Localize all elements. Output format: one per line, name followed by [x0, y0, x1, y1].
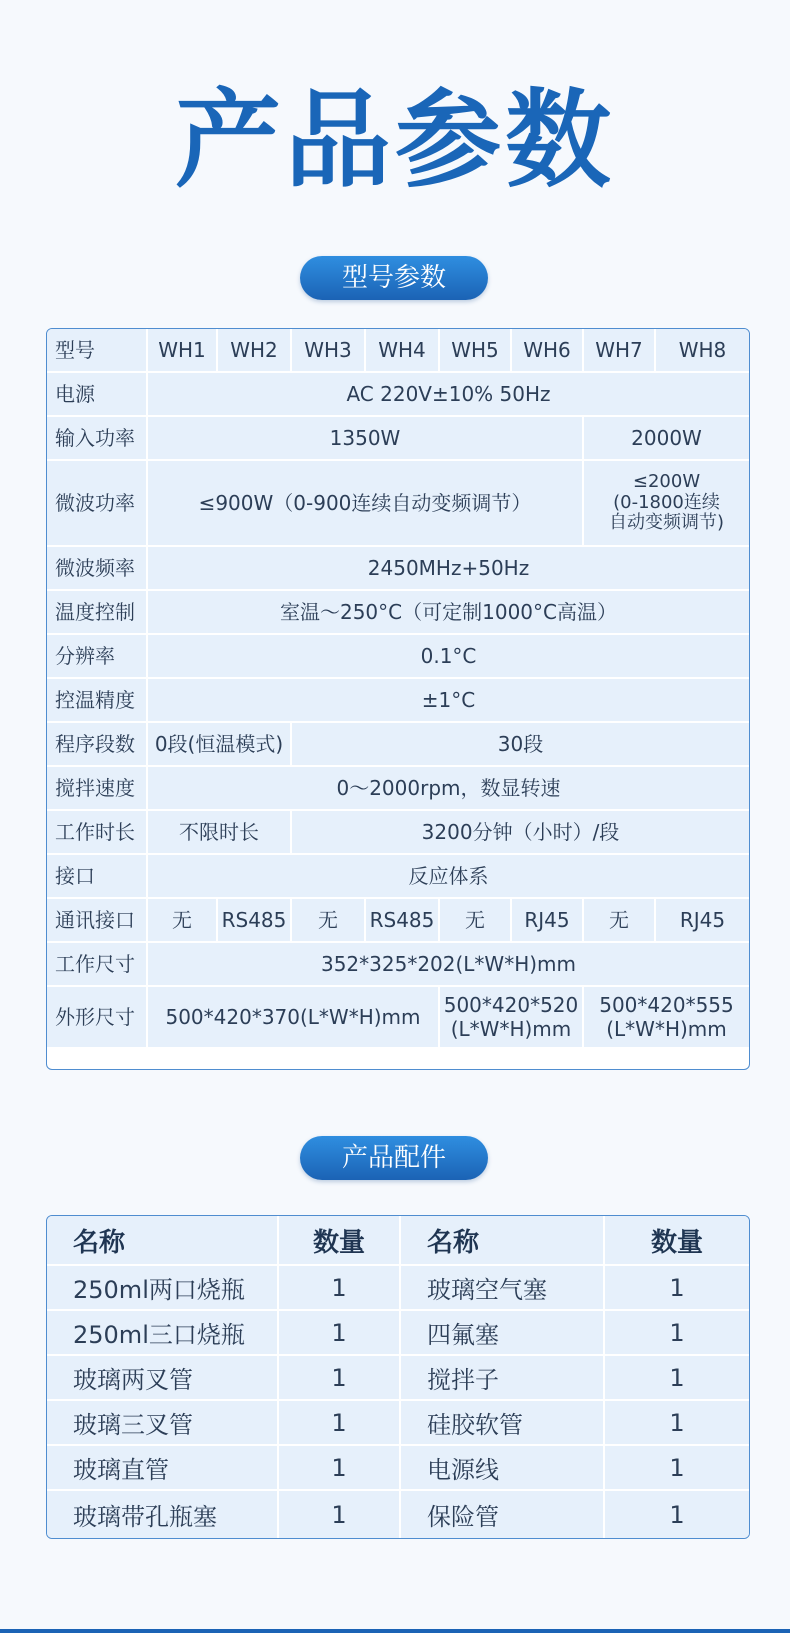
program-a: 0段(恒温模式) — [148, 723, 290, 765]
head-name-right: 名称 — [401, 1216, 603, 1264]
mw-power-label: 微波功率 — [47, 461, 146, 545]
worktime-b: 3200分钟（小时）/段 — [292, 811, 749, 853]
mw-freq-value: 2450MHz+50Hz — [148, 547, 749, 589]
list-item: 250ml三口烧瓶 — [47, 1311, 277, 1354]
list-item-qty: 1 — [605, 1356, 749, 1399]
list-item: 电源线 — [401, 1446, 603, 1489]
list-item-qty: 1 — [279, 1401, 399, 1444]
section-title-accessories: 产品配件 — [300, 1136, 488, 1180]
list-item-qty: 1 — [605, 1446, 749, 1489]
head-qty-left: 数量 — [279, 1216, 399, 1264]
temp-ctrl-label: 温度控制 — [47, 591, 146, 633]
mw-power-b-line2: (0-1800连续 — [613, 491, 720, 513]
model-wh8: WH8 — [656, 329, 749, 371]
list-item: 玻璃两叉管 — [47, 1356, 277, 1399]
precision-label: 控温精度 — [47, 679, 146, 721]
mw-freq-label: 微波频率 — [47, 547, 146, 589]
outer-size-c-line2: (L*W*H)mm — [606, 1017, 727, 1041]
program-b: 30段 — [292, 723, 749, 765]
mw-power-b-line3: 自动变频调节) — [608, 512, 725, 534]
section-title-spec: 型号参数 — [300, 256, 488, 300]
model-wh2: WH2 — [218, 329, 290, 371]
list-item-qty: 1 — [605, 1401, 749, 1444]
bottom-divider — [0, 1629, 790, 1633]
model-wh7: WH7 — [584, 329, 654, 371]
stir-value: 0～2000rpm，数显转速 — [148, 767, 749, 809]
model-label: 型号 — [47, 329, 146, 371]
list-item-qty: 1 — [279, 1446, 399, 1489]
list-item: 搅拌子 — [401, 1356, 603, 1399]
head-name-left: 名称 — [47, 1216, 277, 1264]
worktime-label: 工作时长 — [47, 811, 146, 853]
mw-power-b — [584, 461, 749, 545]
model-wh3: WH3 — [292, 329, 364, 371]
page-title: 产品参数 — [175, 77, 615, 202]
list-item-qty: 1 — [279, 1491, 399, 1538]
outer-size-b — [440, 987, 582, 1047]
temp-ctrl-value: 室温～250°C（可定制1000°C高温） — [148, 591, 749, 633]
port-value: 反应体系 — [148, 855, 749, 897]
stir-label: 搅拌速度 — [47, 767, 146, 809]
list-item-qty: 1 — [605, 1311, 749, 1354]
mw-power-a: ≤900W（0-900连续自动变频调节） — [148, 461, 582, 545]
comm-label: 通讯接口 — [47, 899, 146, 941]
accessories-table — [46, 1215, 750, 1539]
list-item: 玻璃三叉管 — [47, 1401, 277, 1444]
list-item: 四氟塞 — [401, 1311, 603, 1354]
mw-power-b-line1: ≤200W — [632, 470, 701, 492]
comm-wh8: RJ45 — [656, 899, 749, 941]
model-wh6: WH6 — [512, 329, 582, 371]
input-power-a: 1350W — [148, 417, 582, 459]
list-item-qty: 1 — [605, 1266, 749, 1309]
worktime-a: 不限时长 — [148, 811, 290, 853]
comm-wh3: 无 — [292, 899, 364, 941]
port-label: 接口 — [47, 855, 146, 897]
outer-size-c-line1: 500*420*555 — [599, 993, 734, 1017]
list-item: 玻璃带孔瓶塞 — [47, 1491, 277, 1538]
comm-wh1: 无 — [148, 899, 216, 941]
comm-wh7: 无 — [584, 899, 654, 941]
precision-value: ±1°C — [148, 679, 749, 721]
input-power-label: 输入功率 — [47, 417, 146, 459]
list-item: 保险管 — [401, 1491, 603, 1538]
model-wh1: WH1 — [148, 329, 216, 371]
list-item: 玻璃直管 — [47, 1446, 277, 1489]
model-wh4: WH4 — [366, 329, 438, 371]
list-item-qty: 1 — [279, 1356, 399, 1399]
model-wh5: WH5 — [440, 329, 510, 371]
power-label: 电源 — [47, 373, 146, 415]
list-item: 硅胶软管 — [401, 1401, 603, 1444]
program-label: 程序段数 — [47, 723, 146, 765]
list-item-qty: 1 — [279, 1311, 399, 1354]
list-item: 玻璃空气塞 — [401, 1266, 603, 1309]
power-value: AC 220V±10% 50Hz — [148, 373, 749, 415]
outer-size-c — [584, 987, 749, 1047]
outer-size-b-line2: (L*W*H)mm — [450, 1017, 572, 1041]
input-power-b: 2000W — [584, 417, 749, 459]
head-qty-right: 数量 — [605, 1216, 749, 1264]
outer-size-label: 外形尺寸 — [47, 987, 146, 1047]
outer-size-a: 500*420*370(L*W*H)mm — [148, 987, 438, 1047]
comm-wh5: 无 — [440, 899, 510, 941]
comm-wh4: RS485 — [366, 899, 438, 941]
work-size-value: 352*325*202(L*W*H)mm — [148, 943, 749, 985]
comm-wh6: RJ45 — [512, 899, 582, 941]
list-item-qty: 1 — [605, 1491, 749, 1538]
spec-table — [46, 328, 750, 1070]
resolution-value: 0.1°C — [148, 635, 749, 677]
work-size-label: 工作尺寸 — [47, 943, 146, 985]
list-item-qty: 1 — [279, 1266, 399, 1309]
comm-wh2: RS485 — [218, 899, 290, 941]
list-item: 250ml两口烧瓶 — [47, 1266, 277, 1309]
resolution-label: 分辨率 — [47, 635, 146, 677]
outer-size-b-line1: 500*420*520 — [443, 993, 579, 1017]
